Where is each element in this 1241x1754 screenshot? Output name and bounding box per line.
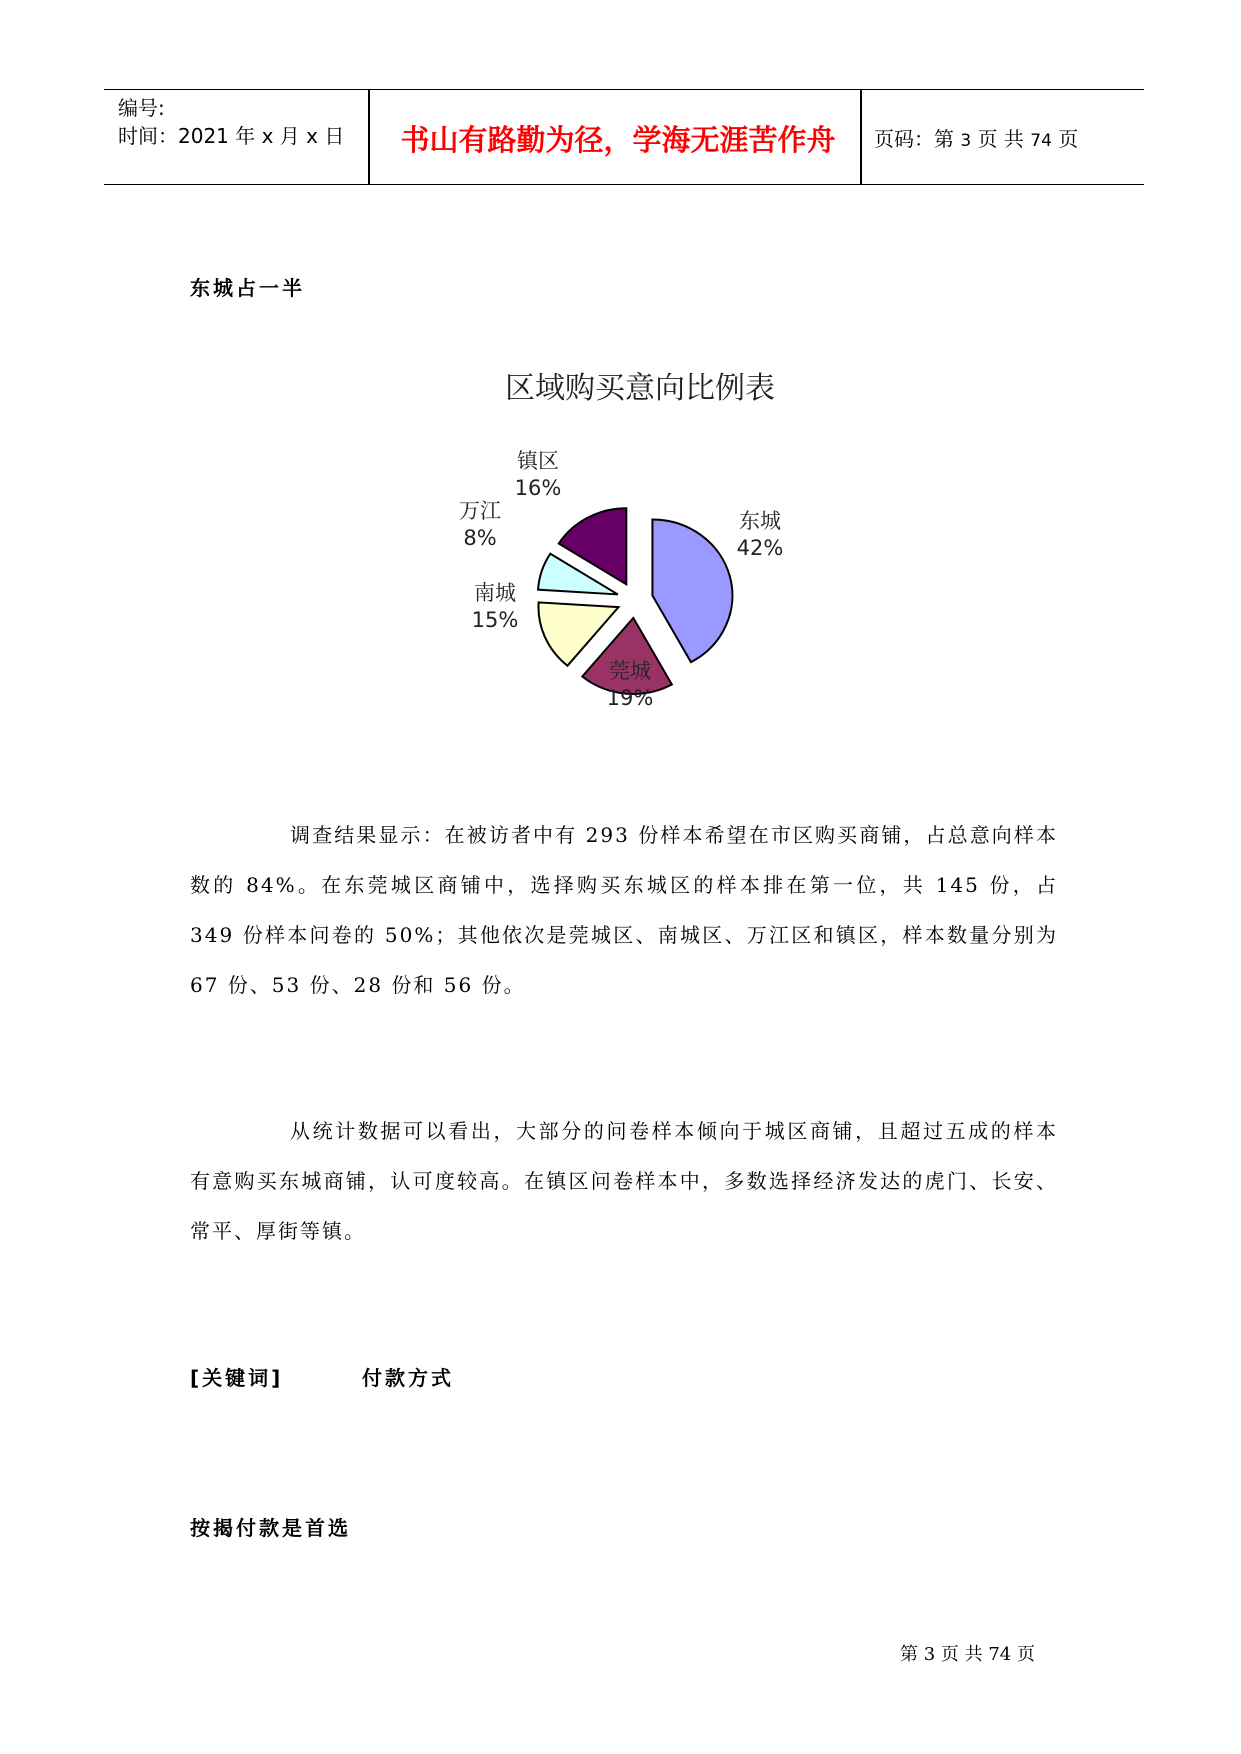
pie-label-percent: 8%	[463, 526, 497, 550]
pie-label-percent: 16%	[514, 476, 562, 500]
pie-label-name: 莞城	[609, 659, 651, 683]
pie-label-name: 南城	[474, 581, 516, 605]
pie-label-percent: 42%	[736, 536, 784, 560]
page-label-suffix: 页	[1058, 127, 1079, 151]
page-num: 3	[960, 131, 972, 151]
chart-title: 区域购买意向比例表	[505, 371, 775, 406]
page-label-prefix: 页码：第	[874, 127, 954, 151]
pie-label-percent: 15%	[471, 608, 519, 632]
header-motto: 书山有路勤为径，学海无涯苦作舟	[400, 123, 836, 157]
page-footer: 第 3 页 共 74 页	[900, 1644, 1035, 1665]
pie-slice-东城	[652, 520, 732, 663]
paragraph-2-text: 从统计数据可以看出，大部分的问卷样本倾向于城区商铺，且超过五成的样本有意购买东城商铺，认可度较高。在镇区问卷样本中，多数选择经济发达的虎门、长安、常平、厚街等镇。	[190, 1119, 1058, 1243]
page-header	[104, 89, 1144, 185]
paragraph-1-text: 调查结果显示：在被访者中有 293 份样本希望在市区购买商铺，占总意向样本数的 84%。在东莞城区商铺中，选择购买东城区的样本排在第一位，共 145 份，占 349 份样本问卷的 50%；其他依次是莞城区、南城区、万江区和镇区，样本数量分别为 67 份、53 份、28 份和 56 份。	[190, 823, 1058, 997]
pie-label-name: 东城	[739, 509, 781, 533]
keyword-value: 付款方式	[362, 1366, 454, 1390]
serial-number-label: 编号:	[118, 96, 165, 120]
time-label: 时间：2021 年 x 月 x 日	[118, 124, 345, 148]
pie-label-name: 镇区	[517, 449, 559, 473]
section-heading: 东城占一半	[190, 276, 305, 300]
pie-chart	[440, 360, 840, 724]
pie-label-percent: 19%	[606, 686, 654, 710]
pie-chart-svg	[440, 360, 840, 720]
header-meta	[118, 94, 344, 150]
header-page-number	[874, 123, 1078, 152]
page-label-mid: 页 共	[977, 127, 1024, 151]
section-heading-2: 按揭付款是首选	[190, 1516, 351, 1540]
paragraph-2	[190, 1106, 1058, 1256]
header-divider	[860, 90, 862, 184]
keyword-label: [关键词]	[190, 1366, 284, 1390]
page-total: 74	[1030, 131, 1052, 151]
paragraph-1	[190, 810, 1058, 1010]
pie-label-name: 万江	[459, 499, 501, 523]
